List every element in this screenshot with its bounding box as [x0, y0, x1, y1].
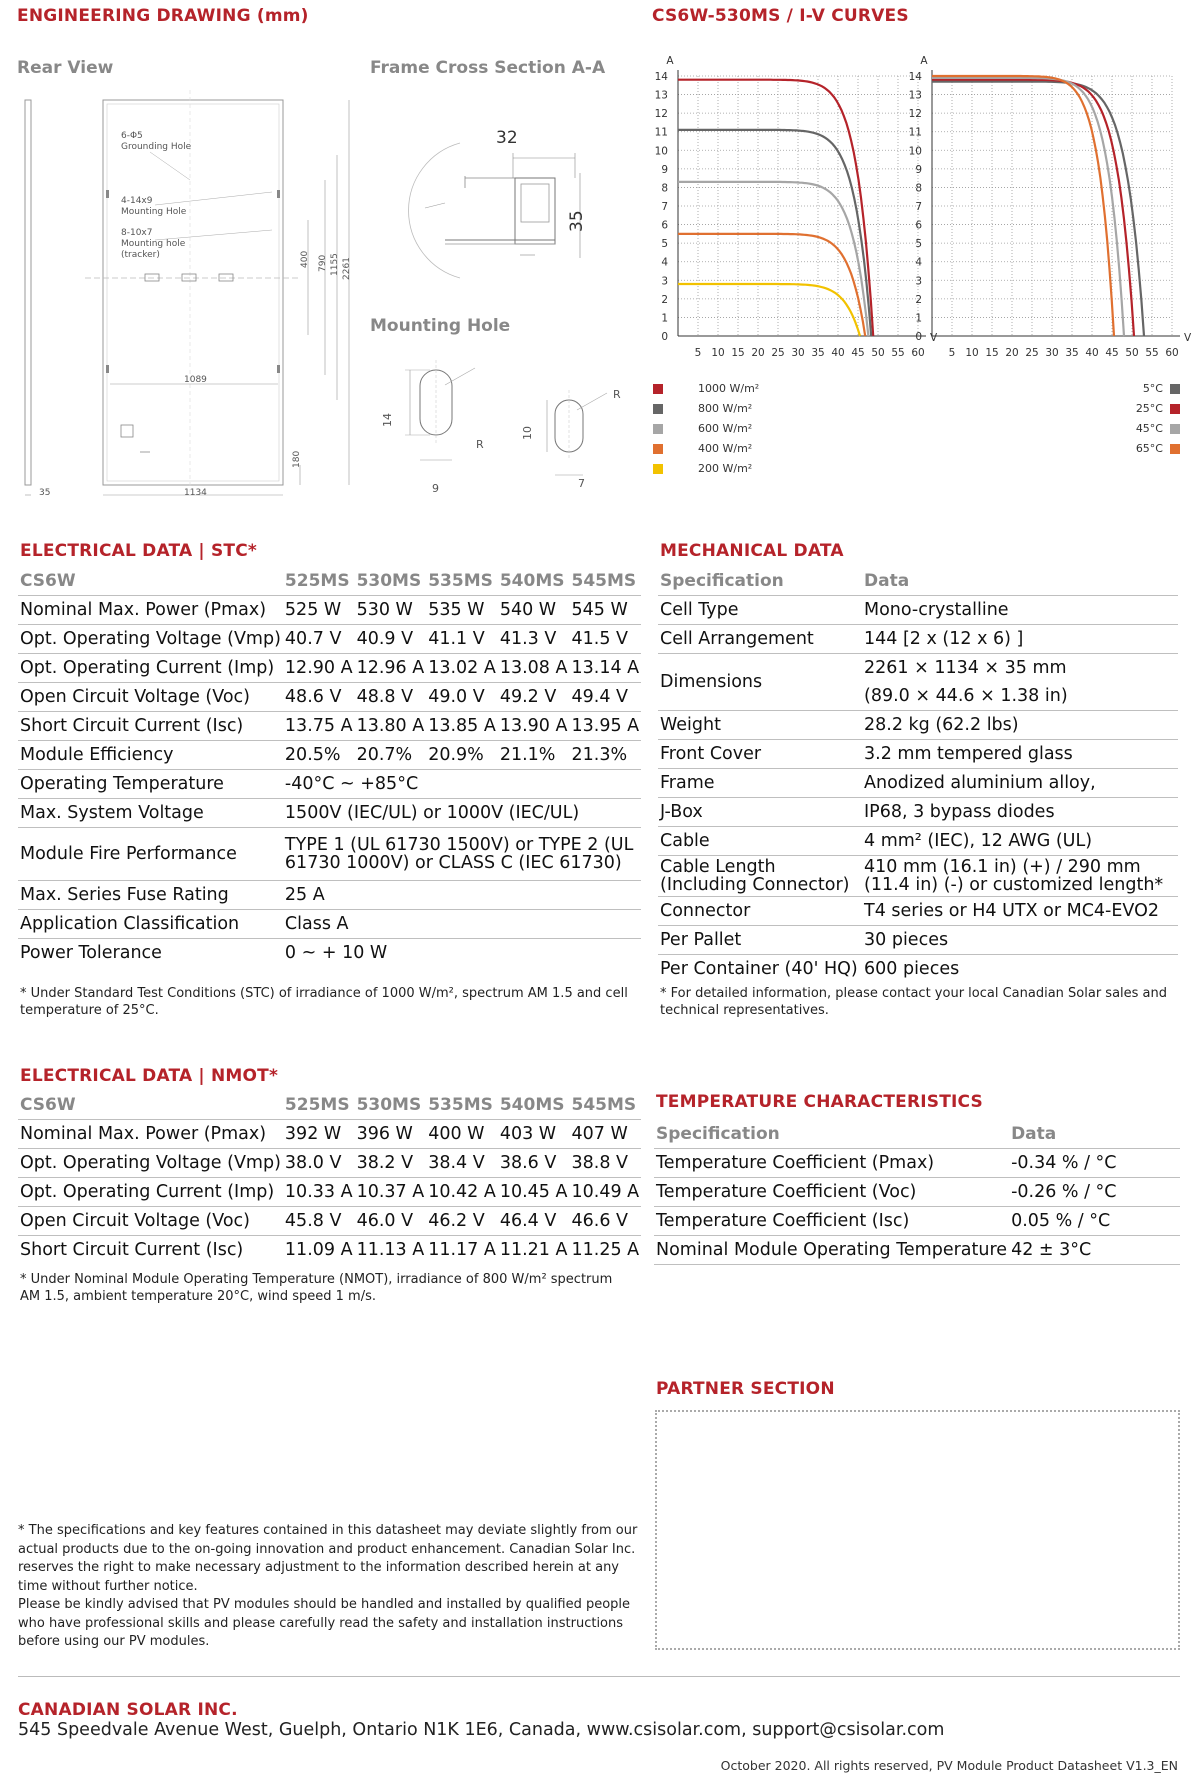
x-tick-label: 50: [1125, 347, 1139, 359]
dim-32: 32: [496, 128, 518, 148]
row-label: Frame: [658, 769, 862, 798]
row-label: Module Efficiency: [18, 741, 283, 770]
y-tick-label: 4: [661, 256, 668, 269]
temp-table: [654, 1120, 1180, 1265]
engineering-drawing-title: ENGINEERING DRAWING (mm): [17, 6, 309, 26]
y-tick-label: 1: [915, 312, 922, 325]
cell: 407 W: [569, 1120, 641, 1149]
x-tick-label: 20: [1005, 347, 1019, 359]
cell: 11.13 A: [356, 1240, 425, 1260]
dim-400: 400: [300, 250, 310, 268]
cell: 41.1 V: [426, 625, 498, 654]
cell: Anodized aluminium alloy,: [862, 769, 1178, 798]
cell: -40°C ~ +85°C: [283, 770, 641, 799]
table-row: [18, 1178, 641, 1207]
cell: 20.5%: [283, 741, 355, 770]
x-tick-label: 20: [751, 347, 765, 359]
row-label: Nominal Max. Power (Pmax): [18, 1120, 283, 1149]
cell: 410 mm (16.1 in) (+) / 290 mm (11.4 in) (-) or customized length*: [862, 856, 1178, 897]
cell: 12.96 A: [355, 654, 427, 683]
cell: 30 pieces: [862, 926, 1178, 955]
cell: 20.9%: [426, 741, 498, 770]
x-tick-label: 25: [771, 347, 785, 359]
row-label: Short Circuit Current (Isc): [20, 1240, 244, 1260]
x-tick-label: 10: [965, 347, 979, 359]
table-row: [18, 910, 641, 939]
mech-col-data: Data: [862, 567, 1178, 596]
cross-section-label: Frame Cross Section A-A: [370, 58, 606, 78]
row-label: Weight: [658, 711, 862, 740]
stc-title: ELECTRICAL DATA | STC*: [20, 541, 257, 561]
y-tick-label: 2: [915, 293, 922, 306]
cell: 12.90 A: [283, 654, 355, 683]
cell: 4 mm² (IEC), 12 AWG (UL): [862, 827, 1178, 856]
cell: 11.21 A: [499, 1240, 568, 1260]
x-tick-label: 40: [1085, 347, 1099, 359]
x-tick-label: 40: [831, 347, 845, 359]
row-label: Temperature Coefficient (Isc): [654, 1207, 1009, 1236]
x-tick-label: 15: [985, 347, 999, 359]
cell: 41.3 V: [498, 625, 570, 654]
mounting-hole-note: 4-14x9 Mounting Hole: [121, 196, 187, 217]
table-row: [658, 654, 1178, 711]
iv-panel-temperature: [909, 55, 1192, 359]
table-row: [18, 683, 641, 712]
row-label: Front Cover: [658, 740, 862, 769]
row-label: Cell Type: [658, 596, 862, 625]
cell: 540 W: [498, 596, 570, 625]
table-row: [18, 770, 641, 799]
x-tick-label: 10: [711, 347, 725, 359]
cell: 13.90 A: [498, 712, 570, 741]
cell: 38.6 V: [498, 1149, 570, 1178]
dim-1089: 1089: [184, 375, 207, 385]
cell: 0.05 % / °C: [1009, 1207, 1180, 1236]
table-row: [18, 828, 641, 881]
y-tick-label: 13: [908, 89, 922, 102]
legend-swatch: [653, 424, 663, 434]
dim-35-cross: 35: [567, 210, 587, 232]
iv-curve-1000wm: [678, 80, 873, 336]
y-tick-label: 1: [661, 312, 668, 325]
nmot-title: ELECTRICAL DATA | NMOT*: [20, 1066, 279, 1086]
x-axis-label: V: [930, 332, 938, 344]
x-tick-label: 25: [1025, 347, 1039, 359]
y-axis-label: A: [666, 55, 674, 67]
cell: 13.95 A: [569, 712, 641, 741]
y-tick-label: 8: [915, 182, 922, 195]
y-tick-label: 7: [915, 201, 922, 213]
stc-col: 525MS: [283, 567, 355, 596]
dim-7: 7: [578, 477, 585, 490]
dim-9: 9: [432, 482, 439, 495]
table-row: [658, 926, 1178, 955]
y-tick-label: 4: [915, 256, 922, 269]
iv-curves-title: CS6W-530MS / I-V CURVES: [652, 6, 909, 26]
y-tick-label: 5: [915, 238, 922, 251]
cell: 49.4 V: [569, 683, 641, 712]
row-label: Connector: [658, 897, 862, 926]
table-row: [658, 897, 1178, 926]
table-row: [18, 1120, 641, 1149]
company-address: 545 Speedvale Avenue West, Guelph, Ontario N1K 1E6, Canada, www.csisolar.com, support@csisolar.com: [18, 1720, 945, 1740]
cell: 144 [2 x (12 x 6) ]: [862, 625, 1178, 654]
disclaimer-p1: * The specifications and key features contained in this datasheet may deviate slightly from our actual products due to the on-going innovation and product enhancement. Canadian Solar Inc. reserves the right to make necessary adjustment to the information described herein at any time without further notice.: [18, 1523, 638, 1594]
table-row: [658, 955, 1178, 984]
table-row: [18, 881, 641, 910]
rear-view-label: Rear View: [17, 58, 114, 78]
cell: 41.5 V: [569, 625, 641, 654]
legend-label: 65°C: [1135, 442, 1163, 455]
dim-1134: 1134: [184, 488, 207, 498]
dim-790: 790: [318, 254, 328, 272]
row-label: Opt. Operating Voltage (Vmp): [18, 1149, 283, 1178]
legend-label: 5°C: [1142, 382, 1163, 395]
cell: 403 W: [498, 1120, 570, 1149]
cell: 13.85 A: [426, 712, 498, 741]
legend-label: 800 W/m²: [698, 402, 753, 415]
legend-label: 45°C: [1135, 422, 1163, 435]
x-tick-label: 5: [948, 347, 956, 359]
legend-swatch: [653, 444, 663, 454]
cell: 49.2 V: [498, 683, 570, 712]
y-tick-label: 0: [661, 331, 668, 343]
disclaimer: [18, 1522, 638, 1652]
cell: 530 W: [355, 596, 427, 625]
table-row: [18, 625, 641, 654]
cell: 400 W: [426, 1120, 498, 1149]
x-tick-label: 15: [731, 347, 745, 359]
legend-swatch: [653, 464, 663, 474]
cell: -0.26 % / °C: [1009, 1178, 1180, 1207]
cell: 1500V (IEC/UL) or 1000V (IEC/UL): [283, 799, 641, 828]
stc-col: 545MS: [569, 567, 641, 596]
y-tick-label: 9: [915, 163, 922, 176]
mech-table: [658, 567, 1178, 983]
y-tick-label: 10: [654, 145, 668, 158]
cell: 38.2 V: [355, 1149, 427, 1178]
legend-swatch: [1170, 384, 1180, 394]
mech-footnote: * For detailed information, please contact your local Canadian Solar sales and technical representatives.: [660, 986, 1168, 1018]
row-label: Short Circuit Current (Isc): [18, 712, 283, 741]
cell: 38.8 V: [569, 1149, 641, 1178]
row-label: Cable: [658, 827, 862, 856]
company-name: CANADIAN SOLAR INC.: [18, 1700, 238, 1720]
stc-col: 540MS: [498, 567, 570, 596]
row-label: Max. Series Fuse Rating: [18, 881, 283, 910]
y-tick-label: 6: [915, 219, 922, 232]
row-label: Nominal Max. Power (Pmax): [18, 596, 283, 625]
table-row: [18, 1149, 641, 1178]
cell: 0 ~ + 10 W: [284, 943, 388, 963]
cell: Mono-crystalline: [862, 596, 1178, 625]
stc-col: 535MS: [426, 567, 498, 596]
row-label: Temperature Coefficient (Pmax): [654, 1149, 1009, 1178]
table-row: [18, 799, 641, 828]
frame-side-profile: [25, 100, 31, 485]
x-tick-label: 60: [911, 347, 925, 359]
x-tick-label: 50: [871, 347, 885, 359]
row-label: J-Box: [658, 798, 862, 827]
x-axis-label: V: [1184, 332, 1192, 344]
legend-swatch: [1170, 404, 1180, 414]
table-row: [658, 596, 1178, 625]
mech-header-row: [658, 567, 1178, 596]
dim-14: 14: [381, 413, 394, 427]
cell: 40.7 V: [283, 625, 355, 654]
y-tick-label: 9: [661, 163, 668, 176]
cell: 46.6 V: [569, 1207, 641, 1236]
cell: 10.42 A: [426, 1178, 498, 1207]
stc-footnote: * Under Standard Test Conditions (STC) of irradiance of 1000 W/m², spectrum AM 1.5 and cell temperature of 25°C.: [20, 986, 628, 1018]
table-row: [654, 1178, 1180, 1207]
cell: 535 W: [426, 596, 498, 625]
cell: 3.2 mm tempered glass: [862, 740, 1178, 769]
y-tick-label: 6: [661, 219, 668, 232]
cell: 10.45 A: [498, 1178, 570, 1207]
row-label: Opt. Operating Current (Imp): [18, 1178, 283, 1207]
mech-col-spec: Specification: [658, 567, 862, 596]
y-tick-label: 2: [661, 293, 668, 306]
cell: 40.9 V: [355, 625, 427, 654]
cell: TYPE 1 (UL 61730 1500V) or TYPE 2 (UL 61730 1000V) or CLASS C (IEC 61730): [283, 828, 641, 881]
cell: 45.8 V: [283, 1207, 355, 1236]
table-row: [658, 769, 1178, 798]
cell: 11.25 A: [571, 1240, 640, 1260]
row-label: Module Fire Performance: [18, 828, 283, 881]
r-label-2: R: [613, 388, 621, 401]
nmot-col: 530MS: [355, 1091, 427, 1120]
y-axis-label: A: [920, 55, 928, 67]
y-tick-label: 11: [908, 126, 922, 139]
stc-col: 530MS: [355, 567, 427, 596]
row-label: Opt. Operating Current (Imp): [18, 654, 283, 683]
cell: 545 W: [569, 596, 641, 625]
row-label: Nominal Module Operating Temperature: [654, 1236, 1009, 1265]
nmot-col: 540MS: [498, 1091, 570, 1120]
dim-2261: 2261: [342, 257, 352, 280]
nmot-col-model: CS6W: [18, 1091, 283, 1120]
table-row: [654, 1149, 1180, 1178]
x-tick-label: 55: [891, 347, 905, 359]
table-row: [658, 798, 1178, 827]
cell: 396 W: [355, 1120, 427, 1149]
row-label: Operating Temperature: [18, 770, 283, 799]
partner-box: [655, 1410, 1180, 1650]
x-tick-label: 30: [1045, 347, 1059, 359]
cell: 38.4 V: [426, 1149, 498, 1178]
x-tick-label: 60: [1165, 347, 1179, 359]
dim-10: 10: [521, 426, 534, 440]
cell: 2261 × 1134 × 35 mm (89.0 × 44.6 × 1.38 in): [862, 654, 1178, 711]
y-tick-label: 3: [915, 275, 922, 288]
table-row: [18, 596, 641, 625]
cell: 10.37 A: [355, 1178, 427, 1207]
footer-divider: [18, 1676, 1180, 1677]
nmot-header-row: [18, 1091, 641, 1120]
cell: Class A: [283, 910, 641, 939]
iv-curve-200wm: [678, 284, 860, 336]
x-tick-label: 35: [1065, 347, 1079, 359]
y-tick-label: 14: [654, 71, 668, 83]
legend-swatch: [1170, 424, 1180, 434]
x-tick-label: 45: [1105, 347, 1119, 359]
cell: 28.2 kg (62.2 lbs): [862, 711, 1178, 740]
disclaimer-p2: Please be kindly advised that PV modules should be handled and installed by qualified people who have professional skills and please carefully read the safety and installation instructions before using our PV modules.: [18, 1597, 631, 1649]
row-label: Dimensions: [658, 654, 862, 711]
mech-title: MECHANICAL DATA: [660, 541, 844, 561]
table-row: [18, 1236, 641, 1265]
cell: 13.80 A: [355, 712, 427, 741]
table-row: [654, 1207, 1180, 1236]
table-row: [18, 741, 641, 770]
row-label: Open Circuit Voltage (Voc): [18, 683, 283, 712]
row-label: Per Container (40' HQ): [660, 959, 858, 979]
temp-header-row: [654, 1120, 1180, 1149]
cell: 38.0 V: [283, 1149, 355, 1178]
row-label: Per Pallet: [658, 926, 862, 955]
table-row: [658, 827, 1178, 856]
table-row: [18, 712, 641, 741]
cell: 49.0 V: [426, 683, 498, 712]
cell: 10.33 A: [283, 1178, 355, 1207]
table-row: [658, 740, 1178, 769]
cell: 10.49 A: [569, 1178, 641, 1207]
nmot-col: 545MS: [569, 1091, 641, 1120]
row-label: Max. System Voltage: [18, 799, 283, 828]
iv-panel-irradiance: [655, 55, 938, 359]
temp-title: TEMPERATURE CHARACTERISTICS: [656, 1092, 983, 1112]
stc-header-row: [18, 567, 641, 596]
legend-label: 25°C: [1135, 402, 1163, 415]
legend-swatch: [653, 404, 663, 414]
row-label: Cell Arrangement: [658, 625, 862, 654]
cell: 25 A: [283, 881, 641, 910]
y-tick-label: 12: [654, 108, 668, 121]
table-row: [18, 1207, 641, 1236]
x-tick-label: 30: [791, 347, 805, 359]
cell: 13.75 A: [283, 712, 355, 741]
nmot-table: [18, 1091, 641, 1264]
grounding-hole-label: 6-Φ5 Grounding Hole: [121, 131, 192, 152]
cell: 46.0 V: [355, 1207, 427, 1236]
cell: 600 pieces: [864, 959, 960, 979]
r-label-1: R: [476, 438, 484, 451]
y-tick-label: 7: [661, 201, 668, 213]
y-tick-label: 8: [661, 182, 668, 195]
x-tick-label: 5: [694, 347, 702, 359]
table-row: [658, 625, 1178, 654]
panel-outline: [103, 100, 283, 485]
row-label: Cable Length (Including Connector): [658, 856, 862, 897]
cell: 21.3%: [569, 741, 641, 770]
y-tick-label: 0: [915, 331, 922, 343]
dim-35: 35: [39, 488, 51, 498]
mounting-hole-drawing: [375, 360, 635, 495]
iv-curves-chart: [640, 36, 1192, 359]
stc-col-model: CS6W: [18, 567, 283, 596]
cell: IP68, 3 bypass diodes: [862, 798, 1178, 827]
dim-1155: 1155: [330, 253, 340, 276]
table-row: [658, 856, 1178, 897]
y-tick-label: 3: [661, 275, 668, 288]
cell: 13.02 A: [426, 654, 498, 683]
tracker-hole-note: 8-10x7 Mounting hole (tracker): [121, 228, 186, 260]
y-tick-label: 14: [908, 71, 922, 83]
cell: 13.08 A: [498, 654, 570, 683]
cell: 46.4 V: [498, 1207, 570, 1236]
row-label: Application Classification: [18, 910, 283, 939]
table-row: [18, 939, 641, 968]
cell: 21.1%: [498, 741, 570, 770]
cell: 11.17 A: [428, 1240, 496, 1260]
table-row: [654, 1236, 1180, 1265]
cell: -0.34 % / °C: [1009, 1149, 1180, 1178]
iv-curve-45c: [932, 78, 1124, 336]
legend-label: 1000 W/m²: [698, 382, 760, 395]
y-tick-label: 10: [908, 145, 922, 158]
cell: 42 ± 3°C: [1009, 1236, 1180, 1265]
copyright: October 2020. All rights reserved, PV Module Product Datasheet V1.3_EN: [720, 1758, 1178, 1773]
nmot-footnote: * Under Nominal Module Operating Temperature (NMOT), irradiance of 800 W/m² spectrum AM 1.5, ambient temperature 20°C, wind speed 1 m/s.: [20, 1272, 613, 1304]
legend-label: 200 W/m²: [698, 462, 753, 475]
legend-swatch: [653, 384, 663, 394]
cell: 13.14 A: [569, 654, 641, 683]
x-tick-label: 45: [851, 347, 865, 359]
temp-col-data: Data: [1009, 1120, 1180, 1149]
cell: 525 W: [283, 596, 355, 625]
legend-swatch: [1170, 444, 1180, 454]
y-tick-label: 11: [654, 126, 668, 139]
y-tick-label: 13: [654, 89, 668, 102]
stc-table: [18, 567, 641, 967]
cell: 20.7%: [355, 741, 427, 770]
legend-label: 400 W/m²: [698, 442, 753, 455]
row-label: Opt. Operating Voltage (Vmp): [18, 625, 283, 654]
row-label: Temperature Coefficient (Voc): [654, 1178, 1009, 1207]
row-label: Open Circuit Voltage (Voc): [18, 1207, 283, 1236]
mounting-hole-label: Mounting Hole: [370, 316, 511, 336]
cell: 392 W: [283, 1120, 355, 1149]
cell: 11.09 A: [284, 1240, 353, 1260]
legend-label: 600 W/m²: [698, 422, 753, 435]
cell: 48.6 V: [283, 683, 355, 712]
partner-title: PARTNER SECTION: [656, 1379, 835, 1399]
y-tick-label: 5: [661, 238, 668, 251]
dim-180: 180: [292, 450, 302, 468]
table-row: [658, 711, 1178, 740]
temp-col-spec: Specification: [654, 1120, 1009, 1149]
cell: 48.8 V: [355, 683, 427, 712]
x-tick-label: 35: [811, 347, 825, 359]
iv-curve-600wm: [678, 182, 868, 336]
y-tick-label: 12: [908, 108, 922, 121]
row-label: Power Tolerance: [20, 943, 162, 963]
nmot-col: 535MS: [426, 1091, 498, 1120]
x-tick-label: 55: [1145, 347, 1159, 359]
table-row: [18, 654, 641, 683]
cell: 46.2 V: [426, 1207, 498, 1236]
cell: T4 series or H4 UTX or MC4-EVO2: [862, 897, 1178, 926]
nmot-col: 525MS: [283, 1091, 355, 1120]
